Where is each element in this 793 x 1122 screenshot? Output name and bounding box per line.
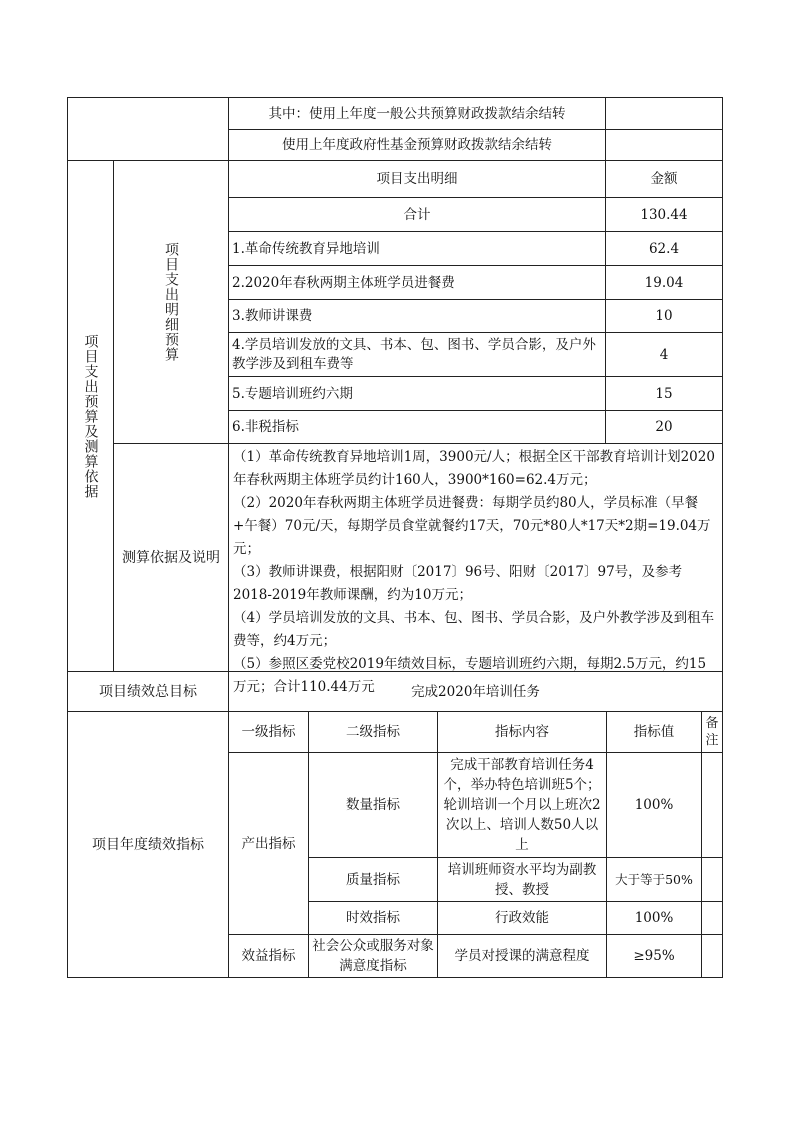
carryover-fund-value [605, 129, 723, 161]
item-label: 5.专题培训班约六期 [228, 376, 606, 411]
detail-header-amount: 金额 [605, 160, 723, 198]
timeliness-note [701, 901, 723, 935]
quantity-label: 数量指标 [308, 752, 438, 858]
timeliness-content: 行政效能 [437, 901, 607, 935]
carryover-general-label: 其中：使用上年度一般公共预算财政拨款结余结转 [228, 97, 606, 130]
timeliness-label: 时效指标 [308, 901, 438, 935]
basis-line: （4）学员培训发放的文具、书本、包、图书、学员合影，及户外教学涉及到租车费等，约4万元； [233, 610, 715, 649]
basis-label: 测算依据及说明 [113, 443, 229, 672]
quality-content: 培训班师资水平均为副教授、教授 [437, 857, 607, 902]
satisfaction-note [701, 934, 723, 978]
timeliness-value: 100% [606, 901, 702, 935]
head-value: 指标值 [606, 711, 702, 753]
indicators-section-label: 项目年度绩效指标 [67, 711, 229, 978]
quality-label: 质量指标 [308, 857, 438, 902]
basis-line: （5）参照区委党校2019年绩效目标，专题培训班约六期，每期2.5万元，约15万元；合计110.44万元 [233, 656, 707, 695]
quantity-content: 完成干部教育培训任务4个，举办特色培训班5个；轮训培训一个月以上班次2次以上、培训人数50人以上 [437, 752, 607, 858]
carryover-left-blank [67, 97, 229, 161]
item-amount: 10 [605, 299, 723, 333]
satisfaction-value: ≥95% [606, 934, 702, 978]
item-label: 1.革命传统教育异地培训 [228, 231, 606, 266]
quality-note [701, 857, 723, 902]
head-content: 指标内容 [437, 711, 607, 753]
head-level1: 一级指标 [228, 711, 309, 753]
carryover-general-value [605, 97, 723, 130]
head-level2: 二级指标 [308, 711, 438, 753]
quantity-value: 100% [606, 752, 702, 858]
satisfaction-content: 学员对授课的满意程度 [437, 934, 607, 978]
goal-value: 完成2020年培训任务 [228, 671, 723, 712]
item-amount: 20 [605, 410, 723, 444]
detail-header-item: 项目支出明细 [228, 160, 606, 198]
quality-value: 大于等于50% [606, 857, 702, 902]
item-label: 3.教师讲课费 [228, 299, 606, 333]
item-label: 4.学员培训发放的文具、书本、包、图书、学员合影，及户外教学涉及到租车费等 [228, 332, 606, 377]
total-label: 合计 [228, 197, 606, 232]
budget-section-label: 项目支出预算及测算依据 [67, 160, 114, 672]
carryover-fund-label: 使用上年度政府性基金预算财政拨款结余结转 [228, 129, 606, 161]
basis-line: （1）革命传统教育异地培训1周，3900元/人；根据全区干部教育培训计划2020年春秋两期主体班学员约计160人，3900*160=62.4万元； [233, 449, 715, 488]
head-note: 备注 [701, 711, 723, 753]
benefit-indicator-label: 效益指标 [228, 934, 309, 978]
item-amount: 15 [605, 376, 723, 411]
item-amount: 62.4 [605, 231, 723, 266]
total-amount: 130.44 [605, 197, 723, 232]
satisfaction-label: 社会公众或服务对象满意度指标 [308, 934, 438, 978]
basis-line: （3）教师讲课费，根据阳财〔2017〕96号、阳财〔2017〕97号，及参考2018-2019年教师课酬，约为10万元； [233, 564, 683, 603]
goal-label: 项目绩效总目标 [67, 671, 229, 712]
item-amount: 19.04 [605, 265, 723, 300]
quantity-note [701, 752, 723, 858]
detail-budget-label: 项目支出明细预算 [113, 160, 229, 444]
item-label: 6.非税指标 [228, 410, 606, 444]
output-indicator-label: 产出指标 [228, 752, 309, 935]
item-label: 2.2020年春秋两期主体班学员进餐费 [228, 265, 606, 300]
basis-line: （2）2020年春秋两期主体班学员进餐费：每期学员约80人，学员标准（早餐+午餐）70元/天，每期学员食堂就餐约17天，70元*80人*17天*2期=19.04万元； [233, 495, 711, 557]
item-amount: 4 [605, 332, 723, 377]
